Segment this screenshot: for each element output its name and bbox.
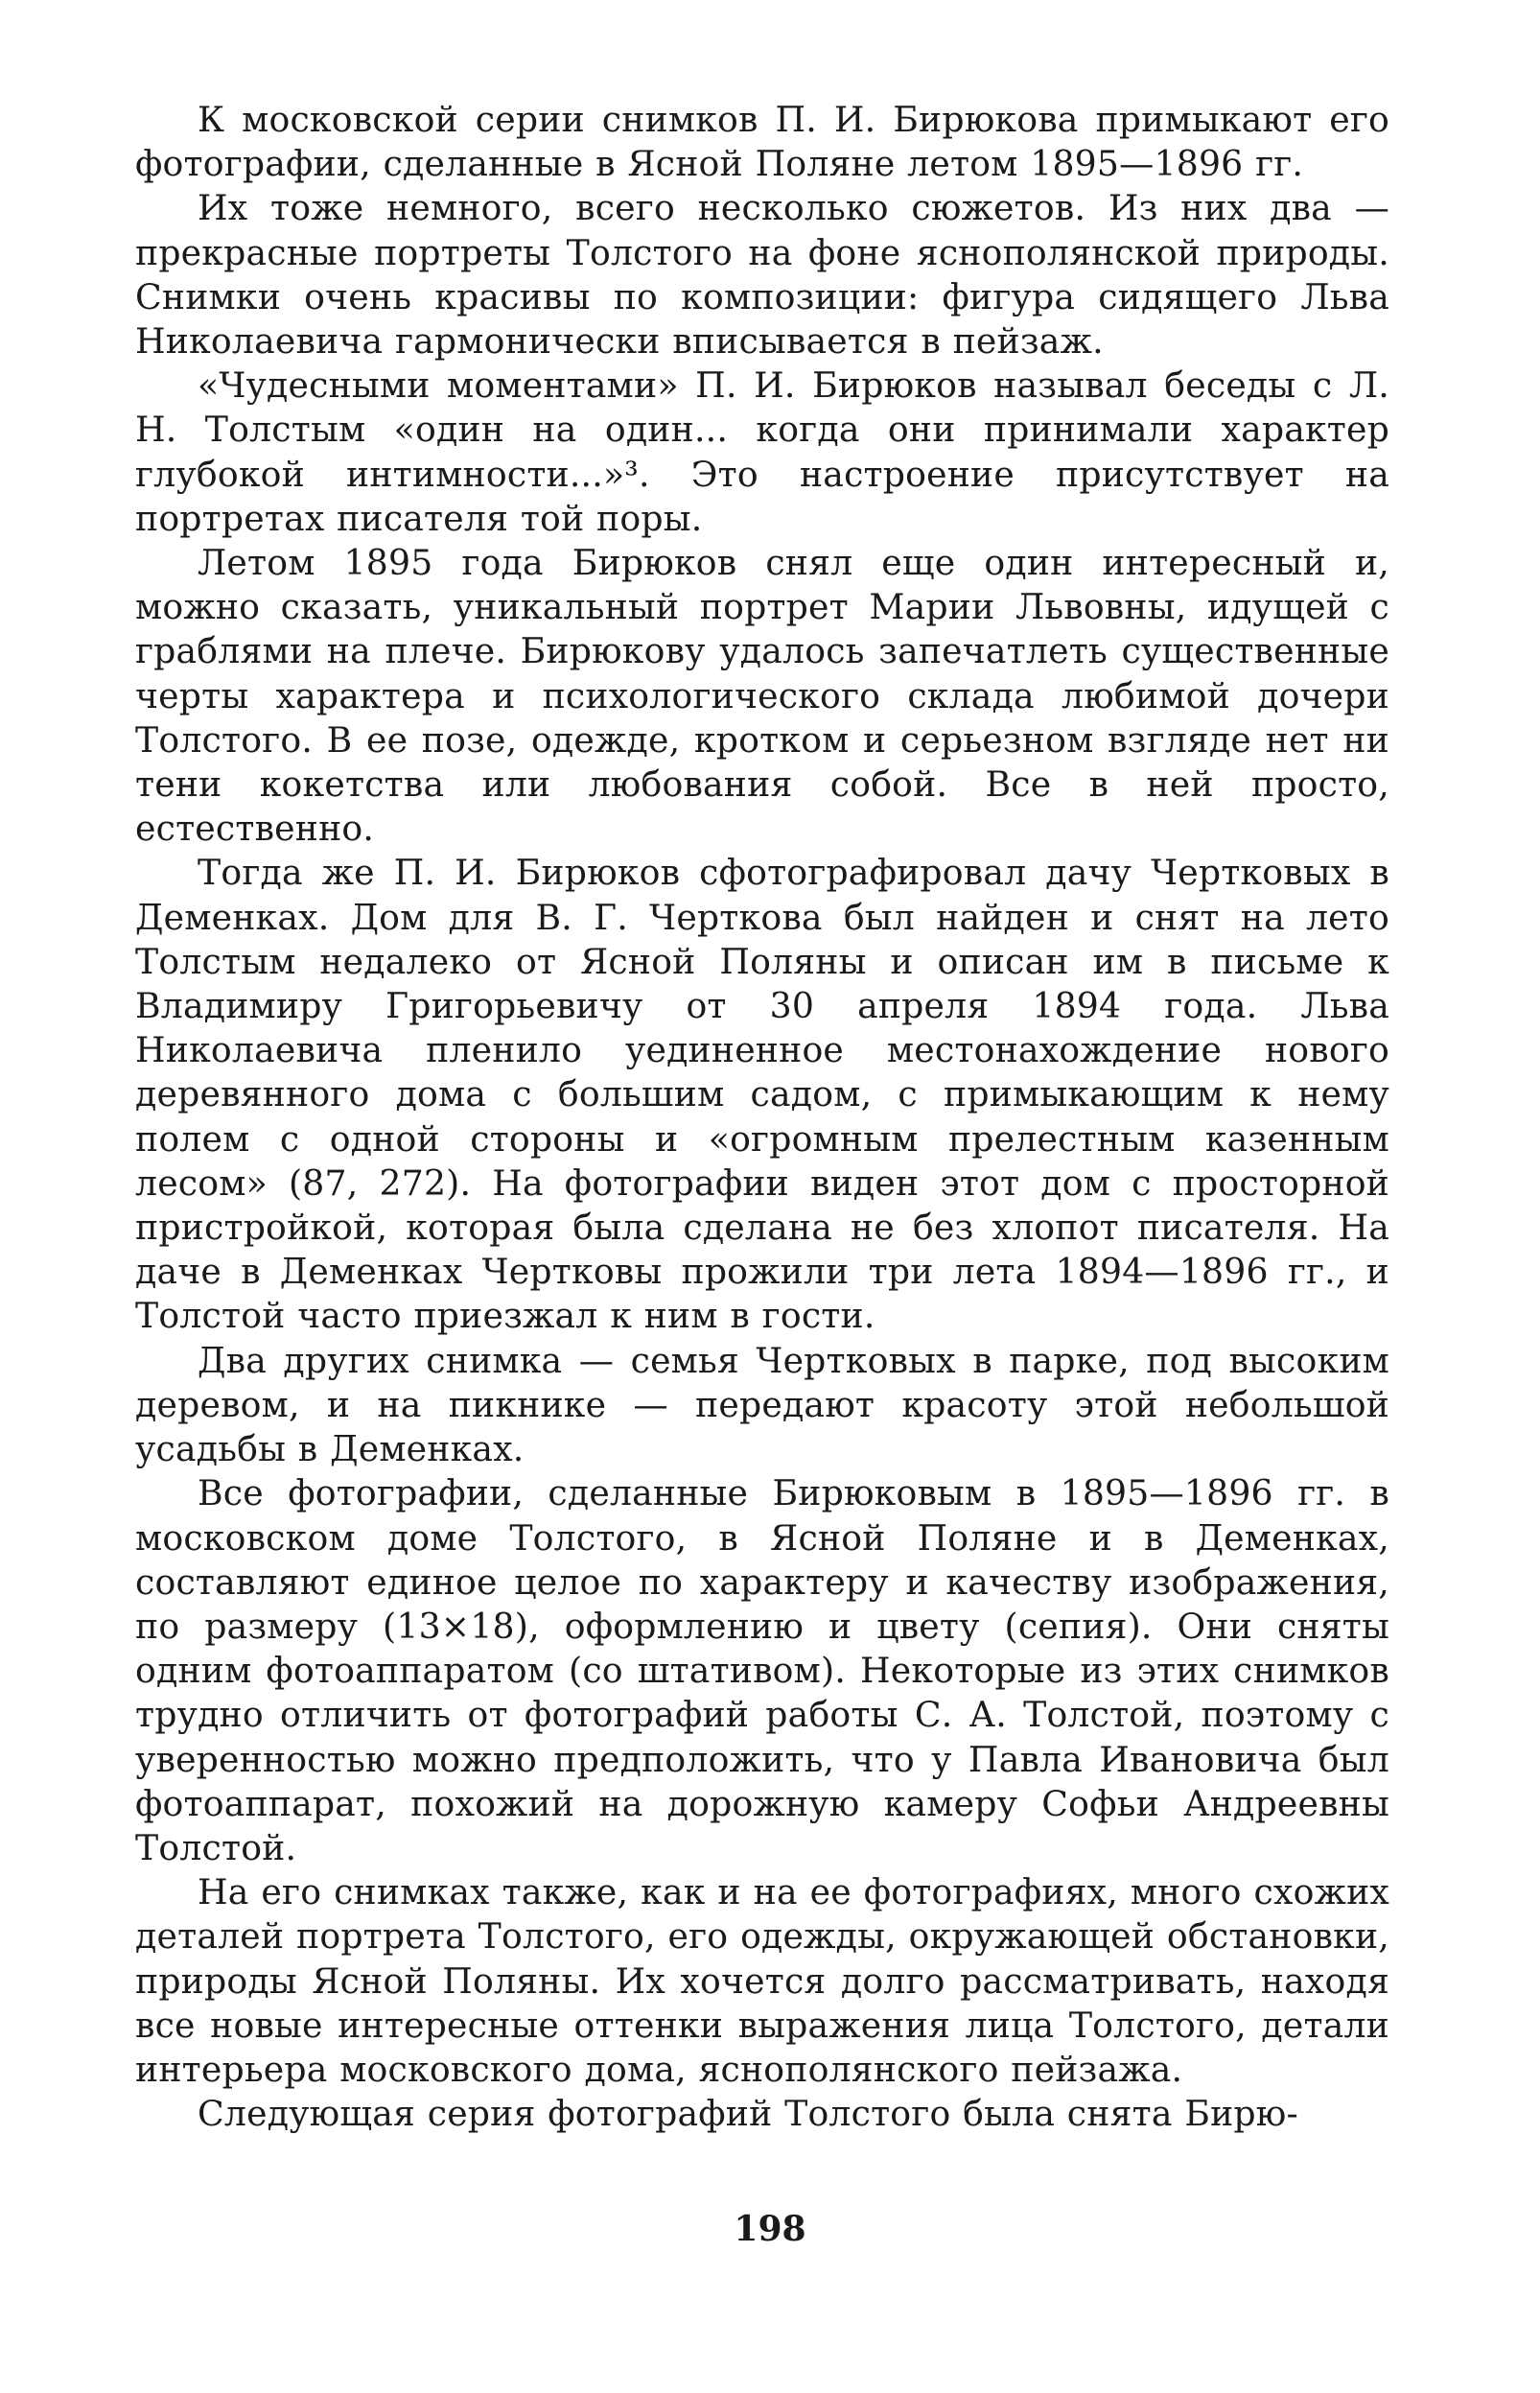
paragraph-9: Следующая серия фотографий Толстого была снята Бирю- xyxy=(198,2093,1298,2135)
paragraph-3: «Чудесными моментами» П. И. Бирюков называл беседы с Л. Н. Толстым «один на один... когда они принимали характер глубокой интимности...»³. Это настроение присутствует на портретах писателя той поры. xyxy=(135,364,1389,539)
paragraph-8: На его снимках также, как и на ее фотографиях, много схожих деталей портрета Толстого, его одежды, окружающей обстановки, природы Ясной Поляны. Их хочется долго рассматривать, находя все новые интересные оттенки выражения лица Толстого, детали интерьера московского дома, яснополянского пейзажа. xyxy=(135,1871,1389,2090)
page-number: 198 xyxy=(734,2209,806,2249)
paragraph-1: К московской серии снимков П. И. Бирюкова примыкают его фотографии, сделанные в Ясной Поляне летом 1895—1896 гг. xyxy=(135,99,1389,185)
paragraph-5: Тогда же П. И. Бирюков сфотографировал дачу Чертковых в Деменках. Дом для В. Г. Черткова был найден и снят на лето Толстым недалеко от Ясной Поляны и описан им в письме к Владимиру Григорьевичу от 30 апреля 1894 года. Льва Николаевича пленило уединенное местонахождение нового деревянного дома с большим садом, с примыкающим к нему полем с одной стороны и «огромным прелестным казенным лесом» (87, 272). На фотографии виден этот дом с просторной пристройкой, которая была сделана не без хлопот писателя. На даче в Деменках Чертковы прожили три лета 1894—1896 гг., и Толстой часто приезжал к ним в гости. xyxy=(135,852,1389,1337)
paragraph-4: Летом 1895 года Бирюков снял еще один интересный и, можно сказать, уникальный портрет Марии Львовны, идущей с граблями на плече. Бирюкову удалось запечатлеть существенные черты характера и психологического склада любимой дочери Толстого. В ее позе, одежде, кротком и серьезном взгляде нет ни тени кокетства или любования собой. Все в ней просто, естественно. xyxy=(135,542,1389,850)
paragraph-7: Все фотографии, сделанные Бирюковым в 1895—1896 гг. в московском доме Толстого, в Ясной Поляне и в Деменках, составляют единое целое по характеру и качеству изображения, по размеру (13×18), оформлению и цвету (сепия). Они сняты одним фотоаппаратом (со штативом). Некоторые из этих снимков трудно отличить от фотографий работы С. А. Толстой, поэтому с уверенностью можно предположить, что у Павла Ивановича был фотоаппарат, похожий на дорожную камеру Софьи Андреевны Толстой. xyxy=(135,1472,1389,1868)
paragraph-6: Два других снимка — семья Чертковых в парке, под высоким деревом, и на пикнике — передают красоту этой небольшой усадьбы в Деменках. xyxy=(135,1339,1389,1470)
paragraph-2: Их тоже немного, всего несколько сюжетов. Из них два — прекрасные портреты Толстого на фоне яснополянской природы. Снимки очень красивы по композиции: фигура сидящего Льва Николаевича гармонически вписывается в пейзаж. xyxy=(135,187,1389,363)
body-text xyxy=(135,98,1389,2136)
